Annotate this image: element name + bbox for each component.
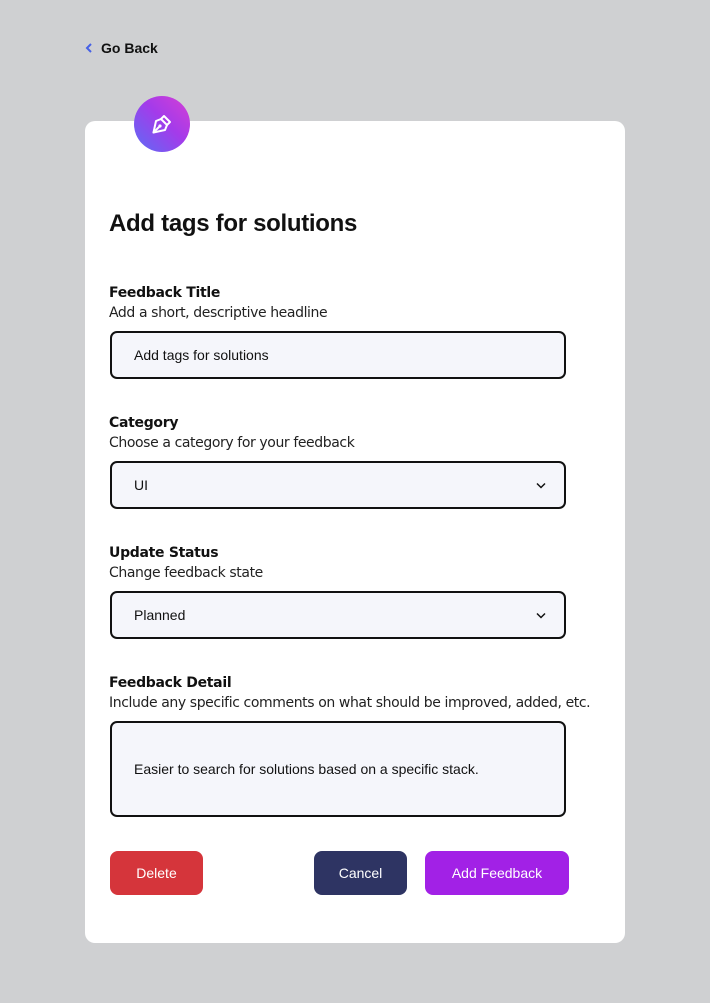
chevron-down-icon: [536, 612, 546, 619]
status-label: Update Status: [109, 545, 219, 561]
feedback-title-value: Add tags for solutions: [134, 347, 269, 363]
category-label: Category: [109, 415, 179, 431]
pen-nib-icon: [150, 112, 174, 136]
add-feedback-button[interactable]: Add Feedback: [425, 851, 569, 895]
status-value: Planned: [134, 607, 186, 623]
detail-hint: Include any specific comments on what should be improved, added, etc.: [109, 695, 591, 711]
page-title: Add tags for solutions: [109, 210, 358, 237]
chevron-left-icon: [85, 43, 92, 53]
feedback-title-input[interactable]: [110, 331, 566, 379]
status-select[interactable]: [110, 591, 566, 639]
detail-value: Easier to search for solutions based on a specific stack.: [134, 761, 479, 777]
cancel-button[interactable]: Cancel: [314, 851, 407, 895]
feedback-title-hint: Add a short, descriptive headline: [109, 305, 328, 321]
go-back-label: Go Back: [101, 40, 158, 56]
category-select[interactable]: [110, 461, 566, 509]
delete-button[interactable]: Delete: [110, 851, 203, 895]
chevron-down-icon: [536, 482, 546, 489]
detail-label: Feedback Detail: [109, 675, 232, 691]
edit-feedback-card: [85, 121, 625, 943]
category-value: UI: [134, 477, 148, 493]
category-hint: Choose a category for your feedback: [109, 435, 355, 451]
detail-textarea[interactable]: [110, 721, 566, 817]
feedback-title-label: Feedback Title: [109, 285, 221, 301]
edit-badge: [134, 96, 190, 152]
go-back-link[interactable]: [85, 40, 158, 56]
status-hint: Change feedback state: [109, 565, 263, 581]
